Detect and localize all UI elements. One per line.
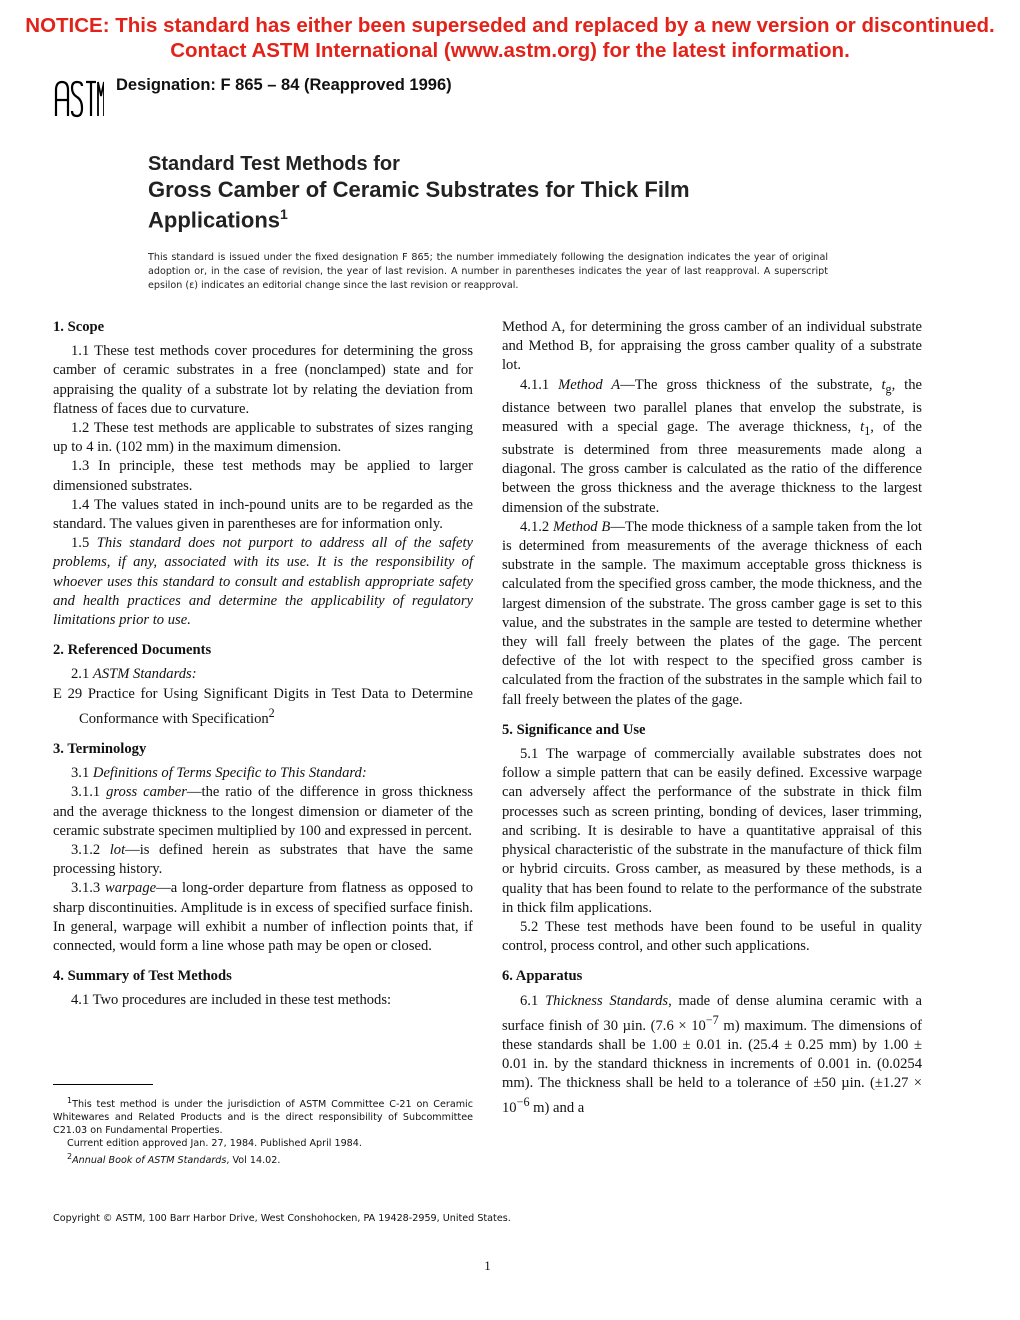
- section-significance-heading: 5. Significance and Use: [502, 721, 646, 738]
- section-refs-heading: 2. Referenced Documents: [53, 642, 212, 659]
- title-line-2: Gross Camber of Ceramic Substrates for Thick Film: [148, 177, 690, 202]
- issued-note: This standard is issued under the fixed designation F 865; the number immediately following the designation indicates the year of original adoption or, in the case of revision, the year of last revision. A number in parentheses indicates the year of last reapproval. A superscript epsilon (ε) indicates an editorial change since the last revision or reapproval.: [148, 252, 828, 291]
- title-line-3: Applications: [148, 207, 281, 233]
- right-column: [502, 318, 922, 1118]
- para-1-1: 1.1 These test methods cover procedures for determining the gross camber of ceramic substrates in a free (nonclamped) state and for appraising the quality of a substrate lot by relating the deviation from flatness of faces due to curvature.: [53, 343, 473, 417]
- copyright: Copyright © ASTM, 100 Barr Harbor Drive, West Conshohocken, PA 19428-2959, United States.: [53, 1213, 511, 1224]
- section-scope-heading: 1. Scope: [53, 319, 105, 335]
- para-4-1: 4.1 Two procedures are included in these test methods:: [71, 992, 392, 1009]
- footnote-1: $^1$This test method is under the jurisdiction of ASTM Committee C-21 on Ceramic Whitewares and Related Products and is the direct responsibility of Subcommittee C21.03 on Fundamental Properties.: [53, 1096, 473, 1137]
- para-3-1-3: 3.1.3 warpage—a long-order departure from flatness as opposed to sharp discontinuities. Amplitude is in excess of specified surface finish. In general, warpage will exhibit a number of inflection points that, if connected, would form a line whose path may be open or closed.: [53, 880, 473, 954]
- section-terms-heading: 3. Terminology: [53, 740, 147, 757]
- para-2-1: 2.1 ASTM Standards:: [71, 666, 197, 683]
- footnote-1-b: Current edition approved Jan. 27, 1984. Published April 1984.: [67, 1138, 362, 1150]
- title-footnote-mark: 1: [280, 206, 288, 222]
- designation: Designation: F 865 – 84 (Reapproved 1996): [116, 76, 452, 94]
- page-number: 1: [484, 1258, 491, 1273]
- astm-logo: [52, 78, 104, 118]
- section-apparatus-heading: 6. Apparatus: [502, 968, 583, 985]
- para-4-1-2: 4.1.2 Method B—The mode thickness of a sample taken from the lot is determined from measurements of the average thickness of each substrate in the sample. The maximum acceptable gross thickness is calculated from the specified gross camber, the mode thickness, and the largest dimension of the substrate. The gross camber gage is set to this value, and the substrates in the sample are tested to determine whether they will fall freely between the plates of the gage. The percent defective of the lot with respect to the specified gross camber is calculated from the fraction of the substrates in the sample which fail to fall freely between the plates of the gage.: [502, 518, 922, 708]
- para-4-1-1: 4.1.1 Method A—The gross thickness of the substrate, $t_g$, the distance between two parallel planes that envelop the substrate, is measured with a special gage. The average thickness, $t_1$, of the substrate is determined from three measurements made along a diagonal. The gross camber is calculated as the ratio of the difference between the gross thickness and the average thickness to the largest dimension of the substrate.: [502, 376, 922, 516]
- para-3-1-1: 3.1.1 gross camber—the ratio of the difference in gross thickness and the average thickness to the longest dimension or diameter of the ceramic substrate specimen multiplied by 100 and expressed in percent.: [53, 784, 473, 839]
- title-line-1: Standard Test Methods for: [148, 153, 400, 175]
- para-1-4: 1.4 The values stated in inch-pound units are to be regarded as the standard. The values given in parentheses are for information only.: [53, 496, 473, 533]
- ref-e29: E 29 Practice for Using Significant Digits in Test Data to Determine Conformance with Specification$^2$: [53, 685, 473, 727]
- notice-line-2: Contact ASTM International (www.astm.org) for the latest information.: [170, 39, 850, 62]
- document-title: [148, 152, 690, 232]
- left-column: [53, 318, 473, 1011]
- para-5-1: 5.1 The warpage of commercially available substrates does not follow a simple pattern that can be easily defined. Excessive warpage can adversely affect the performance of the substrate in thick film processes such as screen printing, bonding of devices, laser trimming, and scribing. It is desirable to have a quantitative appraisal of this physical characteristic of the substrate in the manufacture of thick film or hybrid circuits. Gross camber, as measured by these methods, is a quality that has been found to relate to the performance of the substrate in thick film applications.: [502, 746, 922, 916]
- para-4-1-cont: Method A, for determining the gross camber of an individual substrate and Method B, for appraising the gross camber quality of a substrate lot.: [502, 319, 922, 374]
- para-1-5: 1.5 This standard does not purport to address all of the safety problems, if any, associated with its use. It is the responsibility of whoever uses this standard to consult and establish appropriate safety and health practices and determine the applicability of regulatory limitations prior to use.: [53, 535, 473, 629]
- para-3-1: 3.1 Definitions of Terms Specific to This Standard:: [71, 765, 367, 782]
- para-1-3: 1.3 In principle, these test methods may be applied to larger dimensioned substrates.: [53, 458, 473, 494]
- para-1-2: 1.2 These test methods are applicable to substrates of sizes ranging up to 4 in. (102 mm) in the maximum dimension.: [53, 420, 473, 456]
- section-summary-heading: 4. Summary of Test Methods: [53, 968, 232, 985]
- para-5-2: 5.2 These test methods have been found to be useful in quality control, process control, and other such applications.: [502, 918, 922, 955]
- para-6-1: 6.1 Thickness Standards, made of dense alumina ceramic with a surface finish of 30 µin. ($7.6 \times 10^{-7}$ m) maximum. The dimensions of these standards shall be 1.00 ± 0.01 in. (25.4 ± 0.25 mm) by 1.00 ± 0.01 in. by the standard thickness in increments of 0.001 in. (0.0254 mm). The thickness shall be held to a tolerance of ±50 µin. ($\pm 1.27 \times 10^{-6}$ m) and a: [502, 992, 922, 1117]
- footnote-rule: [53, 1084, 153, 1085]
- para-3-1-2: 3.1.2 lot—is defined herein as substrates that have the same processing history.: [53, 841, 473, 878]
- footnote-2: $^2$Annual Book of ASTM Standards, Vol 14.02.: [67, 1152, 281, 1167]
- notice-line-1: NOTICE: This standard has either been superseded and replaced by a new version or discontinued.: [25, 14, 995, 37]
- footnotes: [53, 1094, 473, 1167]
